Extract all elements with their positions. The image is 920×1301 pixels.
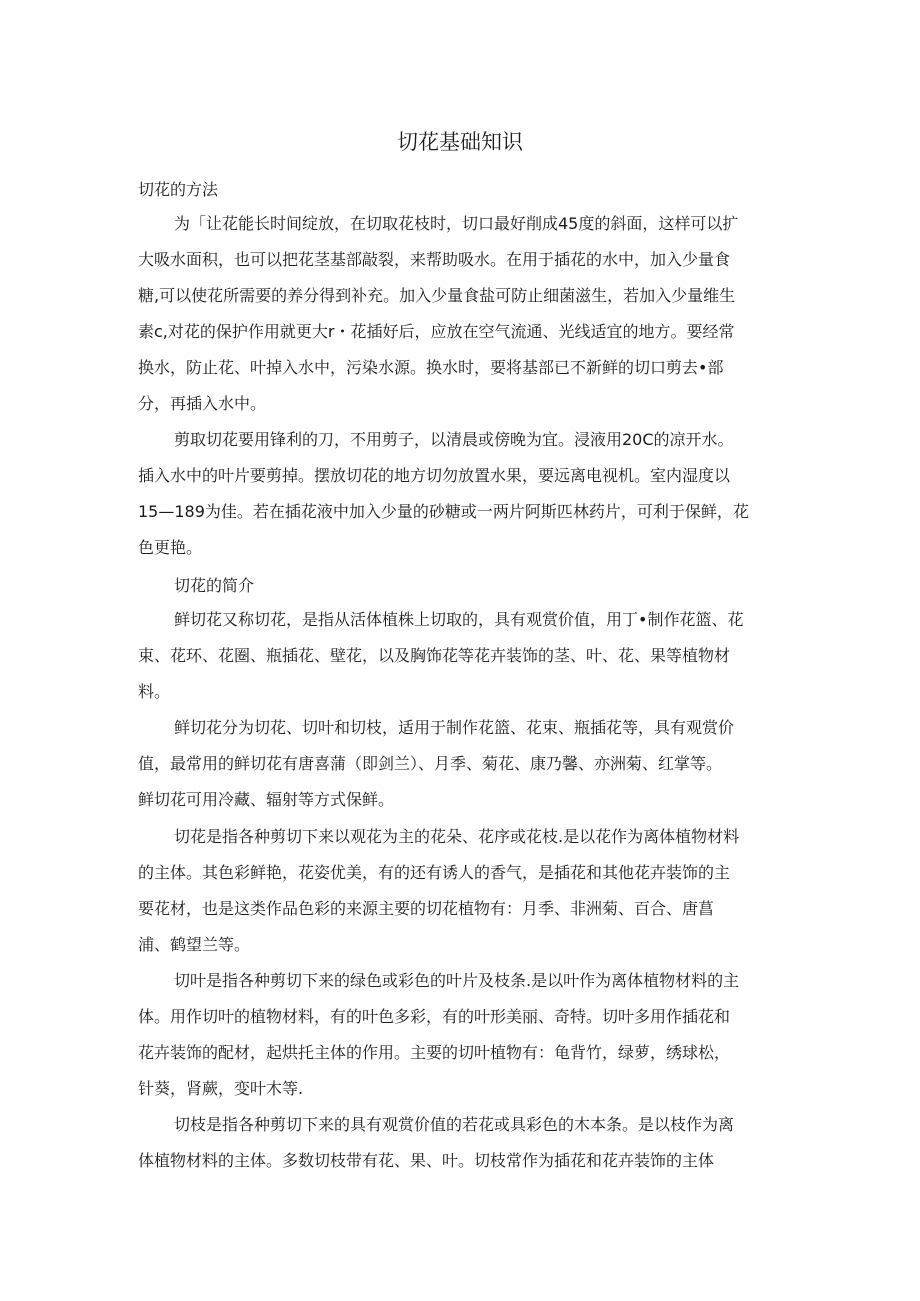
paragraph-line: 15—189为佳。若在插花液中加入少量的砂糖或一两片阿斯匹林药片，可利于保鲜，花 bbox=[138, 502, 749, 521]
paragraph bbox=[138, 422, 780, 566]
paragraph-line: 素c,对花的保护作用就更大r・花插好后，应放在空气流通、光线适宜的地方。要经常 bbox=[138, 322, 735, 341]
paragraph-line: 色更艳。 bbox=[138, 538, 203, 557]
paragraph bbox=[138, 710, 780, 818]
paragraph bbox=[138, 819, 780, 963]
paragraph-line: 糖,可以使花所需要的养分得到补充。加入少量食盐可防止细菌滋生，若加入少量维生 bbox=[138, 286, 736, 305]
paragraph-line: 大吸水面积，也可以把花茎基部敲裂，来帮助吸水。在用于插花的水中，加入少量食 bbox=[138, 250, 731, 269]
paragraph-line: 鲜切花分为切花、切叶和切枝，适用于制作花篮、花束、瓶插花等，具有观赏价 bbox=[174, 718, 735, 737]
paragraph bbox=[138, 1107, 780, 1179]
paragraph-line: 为「让花能长时间绽放，在切取花枝时，切口最好削成45度的斜面，这样可以扩 bbox=[174, 214, 739, 233]
paragraph-line: 体。用作切叶的植物材料，有的叶色多彩，有的叶形美丽、奇特。切叶多用作插花和 bbox=[138, 1007, 731, 1026]
paragraph-line: 鲜切花可用冷藏、辐射等方式保鲜。 bbox=[138, 790, 395, 809]
paragraph bbox=[138, 602, 780, 710]
section-heading-intro: 切花的简介 bbox=[174, 576, 255, 595]
paragraph-line: 体植物材料的主体。多数切枝带有花、果、叶。切枝常作为插花和花卉装饰的主体 bbox=[138, 1151, 715, 1170]
paragraph-line: 剪取切花要用锋利的刀，不用剪子，以清晨或傍晚为宜。浸液用20C的凉开水。 bbox=[174, 430, 734, 449]
paragraph-line: 浦、鹤望兰等。 bbox=[138, 935, 251, 954]
paragraph-line: 针葵，肾蕨，变叶木等. bbox=[138, 1079, 304, 1098]
paragraph-line: 花卉装饰的配材，起烘托主体的作用。主要的切叶植物有：龟背竹，绿萝，绣球松， bbox=[138, 1043, 731, 1062]
paragraph-line: 束、花环、花圈、瓶插花、壁花，以及胸饰花等花卉装饰的茎、叶、花、果等植物材 bbox=[138, 646, 731, 665]
paragraph-line: 换水，防止花、叶掉入水中，污染水源。换水时，要将基部已不新鲜的切口剪去•部 bbox=[138, 358, 724, 377]
paragraph-line: 分，再插入水中。 bbox=[138, 394, 267, 413]
paragraph-line: 插入水中的叶片要剪掉。摆放切花的地方切勿放置水果，要远离电视机。室内湿度以 bbox=[138, 466, 731, 485]
paragraph-line: 切叶是指各种剪切下来的绿色或彩色的叶片及枝条.是以叶作为离体植物材料的主 bbox=[174, 971, 740, 990]
paragraph bbox=[138, 206, 780, 422]
paragraph-line: 切花是指各种剪切下来以观花为主的花朵、花序或花枝.是以花作为离体植物材料 bbox=[174, 827, 740, 846]
section-heading-methods: 切花的方法 bbox=[138, 180, 219, 199]
paragraph-line: 切枝是指各种剪切下来的具有观赏价值的若花或具彩色的木本条。是以枝作为离 bbox=[174, 1115, 735, 1134]
paragraph-line: 要花材，也是这类作品色彩的来源主要的切花植物有：月季、非洲菊、百合、唐菖 bbox=[138, 899, 715, 918]
paragraph-line: 值，最常用的鲜切花有唐喜蒲（即剑兰）、月季、菊花、康乃馨、亦洲菊、红掌等。 bbox=[138, 754, 723, 773]
document-title: 切花基础知识 bbox=[397, 130, 523, 154]
paragraph bbox=[138, 963, 780, 1107]
paragraph-line: 料。 bbox=[138, 682, 171, 701]
paragraph-line: 的主体。其色彩鲜艳，花姿优美，有的还有诱人的香气，是插花和其他花卉装饰的主 bbox=[138, 863, 731, 882]
paragraph-line: 鲜切花又称切花，是指从活体植株上切取的，具有观赏价值，用丁•制作花篮、花 bbox=[174, 610, 744, 629]
